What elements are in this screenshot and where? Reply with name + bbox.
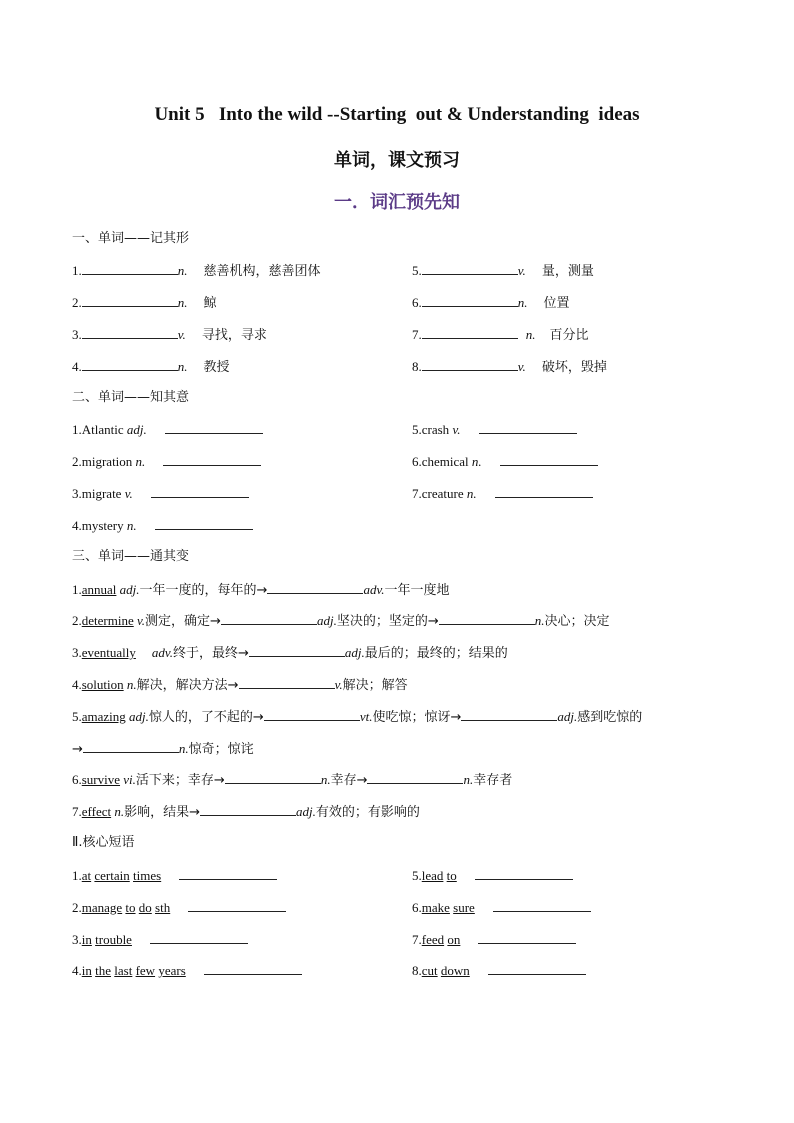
p2-item-7: 7.creature n. — [412, 484, 593, 503]
p1-item-7: 7. n. 百分比 — [412, 327, 589, 343]
p3-item-3: 3.eventually adv.终于，最终→ adj.最后的；最终的；结果的 — [72, 645, 508, 661]
p2-item-1: 1.Atlantic adj. — [72, 420, 263, 439]
document-title: Unit 5 Into the wild --Starting out & Understanding ideas — [154, 104, 640, 125]
answer-blank[interactable] — [488, 961, 586, 975]
section-heading: 一．词汇预先知 — [334, 192, 460, 213]
document-subtitle: 单词，课文预习 — [334, 150, 460, 171]
answer-blank[interactable] — [188, 898, 286, 912]
p1-item-5: 5. v. 量，测量 — [412, 263, 594, 279]
phrase-item-7: 7.feed on — [412, 930, 576, 949]
answer-blank[interactable] — [422, 293, 518, 307]
phrase-item-4: 4.in the last few years — [72, 961, 302, 980]
answer-blank[interactable] — [83, 739, 179, 753]
p2-item-3: 3.migrate v. — [72, 484, 249, 503]
p2-item-2: 2.migration n. — [72, 452, 261, 471]
p3-item-5-continued: → n.惊奇；惊诧 — [72, 741, 254, 757]
answer-blank[interactable] — [82, 325, 178, 339]
answer-blank[interactable] — [264, 707, 360, 721]
answer-blank[interactable] — [495, 484, 593, 498]
p3-item-6: 6.survive vi.活下来；幸存→ n.幸存→ n.幸存者 — [72, 772, 513, 788]
answer-blank[interactable] — [267, 580, 363, 594]
answer-blank[interactable] — [239, 675, 335, 689]
phrase-item-5: 5.lead to — [412, 866, 573, 885]
answer-blank[interactable] — [461, 707, 557, 721]
p3-item-2: 2.determine v.测定，确定→ adj.坚决的；坚定的→ n.决心；决定 — [72, 613, 610, 629]
p2-item-4: 4.mystery n. — [72, 516, 253, 535]
p1-item-4: 4. n. 教授 — [72, 359, 230, 375]
answer-blank[interactable] — [150, 930, 248, 944]
answer-blank[interactable] — [82, 293, 178, 307]
p2-item-5: 5.crash v. — [412, 420, 577, 439]
answer-blank[interactable] — [479, 420, 577, 434]
answer-blank[interactable] — [151, 484, 249, 498]
answer-blank[interactable] — [478, 930, 576, 944]
answer-blank[interactable] — [155, 516, 253, 530]
answer-blank[interactable] — [422, 357, 518, 371]
answer-blank[interactable] — [179, 866, 277, 880]
answer-blank[interactable] — [204, 961, 302, 975]
answer-blank[interactable] — [422, 261, 518, 275]
p3-item-7: 7.effect n.影响，结果→ adj.有效的；有影响的 — [72, 804, 420, 820]
answer-blank[interactable] — [82, 261, 178, 275]
answer-blank[interactable] — [163, 452, 261, 466]
answer-blank[interactable] — [475, 866, 573, 880]
answer-blank[interactable] — [439, 611, 535, 625]
p3-item-5: 5.amazing adj.惊人的，了不起的→ vt.使吃惊；惊讶→ adj.感到吃惊的 — [72, 709, 643, 725]
p2-item-6: 6.chemical n. — [412, 452, 598, 471]
answer-blank[interactable] — [500, 452, 598, 466]
p1-item-6: 6. n. 位置 — [412, 295, 570, 311]
answer-blank[interactable] — [493, 898, 591, 912]
answer-blank[interactable] — [200, 802, 296, 816]
answer-blank[interactable] — [422, 325, 518, 339]
phrase-item-1: 1.at certain times — [72, 866, 277, 885]
phrase-item-3: 3.in trouble — [72, 930, 248, 949]
answer-blank[interactable] — [249, 643, 345, 657]
p3-item-1: 1.annual adj.一年一度的，每年的→ adv.一年一度地 — [72, 582, 450, 598]
part1-heading: 一、单词——记其形 — [72, 231, 190, 246]
part3-heading: 三、单词——通其变 — [72, 549, 190, 564]
phrase-item-8: 8.cut down — [412, 961, 586, 980]
p3-item-4: 4.solution n.解决，解决方法→ v.解决；解答 — [72, 677, 408, 693]
answer-blank[interactable] — [165, 420, 263, 434]
answer-blank[interactable] — [82, 357, 178, 371]
p1-item-2: 2. n. 鲸 — [72, 295, 217, 311]
answer-blank[interactable] — [367, 770, 463, 784]
p1-item-1: 1. n. 慈善机构，慈善团体 — [72, 263, 321, 279]
part4-heading: Ⅱ.核心短语 — [72, 835, 135, 850]
answer-blank[interactable] — [225, 770, 321, 784]
phrase-item-6: 6.make sure — [412, 898, 591, 917]
answer-blank[interactable] — [221, 611, 317, 625]
p1-item-8: 8. v. 破坏，毁掉 — [412, 359, 607, 375]
part2-heading: 二、单词——知其意 — [72, 390, 190, 405]
phrase-item-2: 2.manage to do sth — [72, 898, 286, 917]
p1-item-3: 3. v. 寻找，寻求 — [72, 327, 267, 343]
